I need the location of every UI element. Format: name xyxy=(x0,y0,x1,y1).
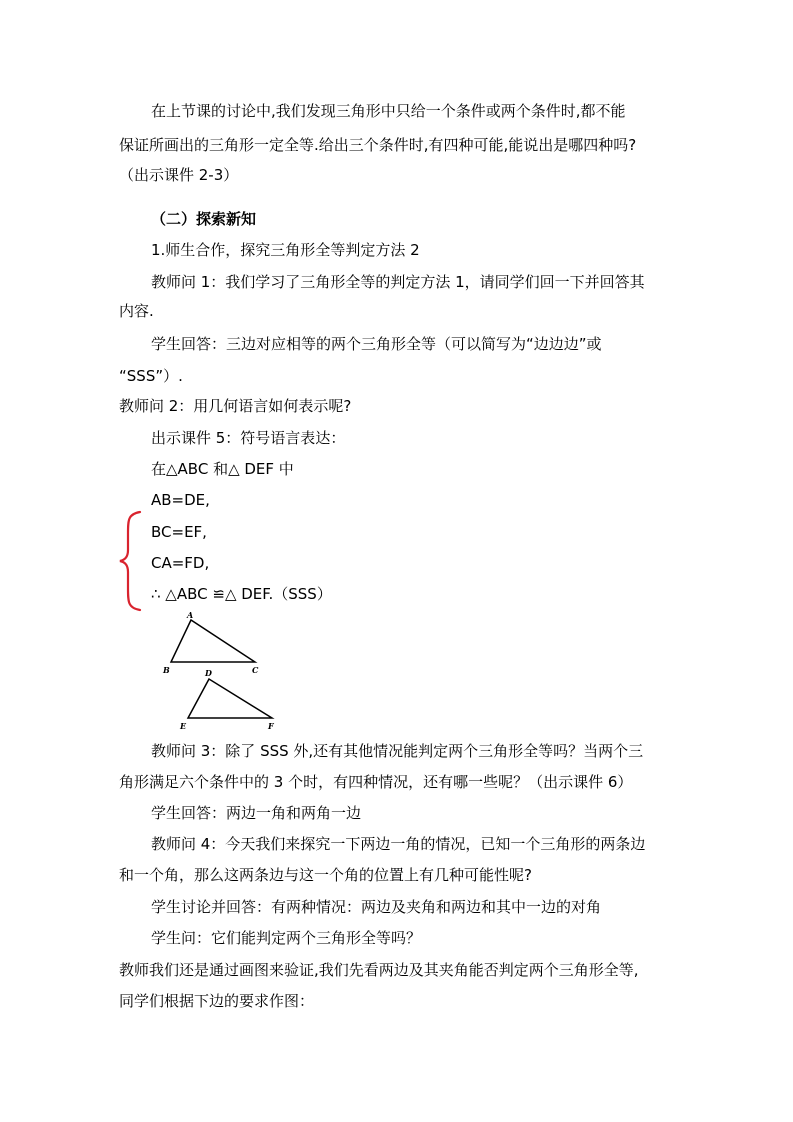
text-line-2: 教师问 1：我们学习了三角形全等的判定方法 1，请同学们回一下并回答其 xyxy=(151,273,645,291)
text-line-11: CA=FD, xyxy=(151,554,210,572)
text-line-6: 教师问 2：用几何语言如何表示呢? xyxy=(119,397,352,415)
text-line-10: BC=EF, xyxy=(151,523,207,541)
text-line-18: 学生讨论并回答：有两种情况：两边及夹角和两边和其中一边的对角 xyxy=(151,898,602,916)
section-title: （二）探索新知 xyxy=(151,210,257,228)
text-line-13: 教师问 3：除了 SSS 外,还有其他情况能判定两个三角形全等吗？当两个三 xyxy=(151,742,644,760)
text-line-17: 和一个角，那么这两条边与这一个角的位置上有几种可能性呢? xyxy=(119,866,532,884)
vertex-label-b: B xyxy=(163,665,170,675)
text-line-21: 同学们根据下边的要求作图： xyxy=(119,992,315,1010)
vertex-label-e: E xyxy=(180,721,187,731)
triangle-abc-shape xyxy=(171,620,255,662)
curly-brace-icon xyxy=(118,510,144,612)
intro-line-2: 保证所画出的三角形一定全等.给出三个条件时,有四种可能,能说出是哪四种吗? xyxy=(119,136,637,154)
vertex-label-a: A xyxy=(187,612,194,620)
text-line-14: 角形满足六个条件中的 3 个时，有四种情况，还有哪一些呢？（出示课件 6） xyxy=(119,773,633,791)
text-line-16: 教师问 4：今天我们来探究一下两边一角的情况，已知一个三角形的两条边 xyxy=(151,835,646,853)
text-line-12: ∴ △ABC ≌△ DEF.（SSS） xyxy=(151,585,332,603)
vertex-label-c: C xyxy=(252,665,259,675)
text-line-5: “SSS”）. xyxy=(119,367,183,385)
text-line-20: 教师我们还是通过画图来验证,我们先看两边及其夹角能否判定两个三角形全等, xyxy=(119,961,639,979)
triangle-def-shape xyxy=(188,679,272,718)
intro-line-3: （出示课件 2-3） xyxy=(119,166,239,184)
text-line-4: 学生回答：三边对应相等的两个三角形全等（可以简写为“边边边”或 xyxy=(151,335,602,353)
vertex-label-f: F xyxy=(268,721,274,731)
intro-line-1: 在上节课的讨论中,我们发现三角形中只给一个条件或两个条件时,都不能 xyxy=(151,102,626,120)
text-line-7: 出示课件 5：符号语言表达： xyxy=(151,429,346,447)
text-line-19: 学生问：它们能判定两个三角形全等吗？ xyxy=(151,929,422,947)
vertex-label-d: D xyxy=(205,668,212,678)
triangle-def xyxy=(176,666,281,732)
text-line-15: 学生回答：两边一角和两角一边 xyxy=(151,804,362,822)
text-line-8: 在△ABC 和△ DEF 中 xyxy=(151,460,294,478)
text-line-3: 内容. xyxy=(119,302,154,320)
text-line-9: AB=DE, xyxy=(151,491,210,509)
text-line-1: 1.师生合作，探究三角形全等判定方法 2 xyxy=(151,241,420,259)
